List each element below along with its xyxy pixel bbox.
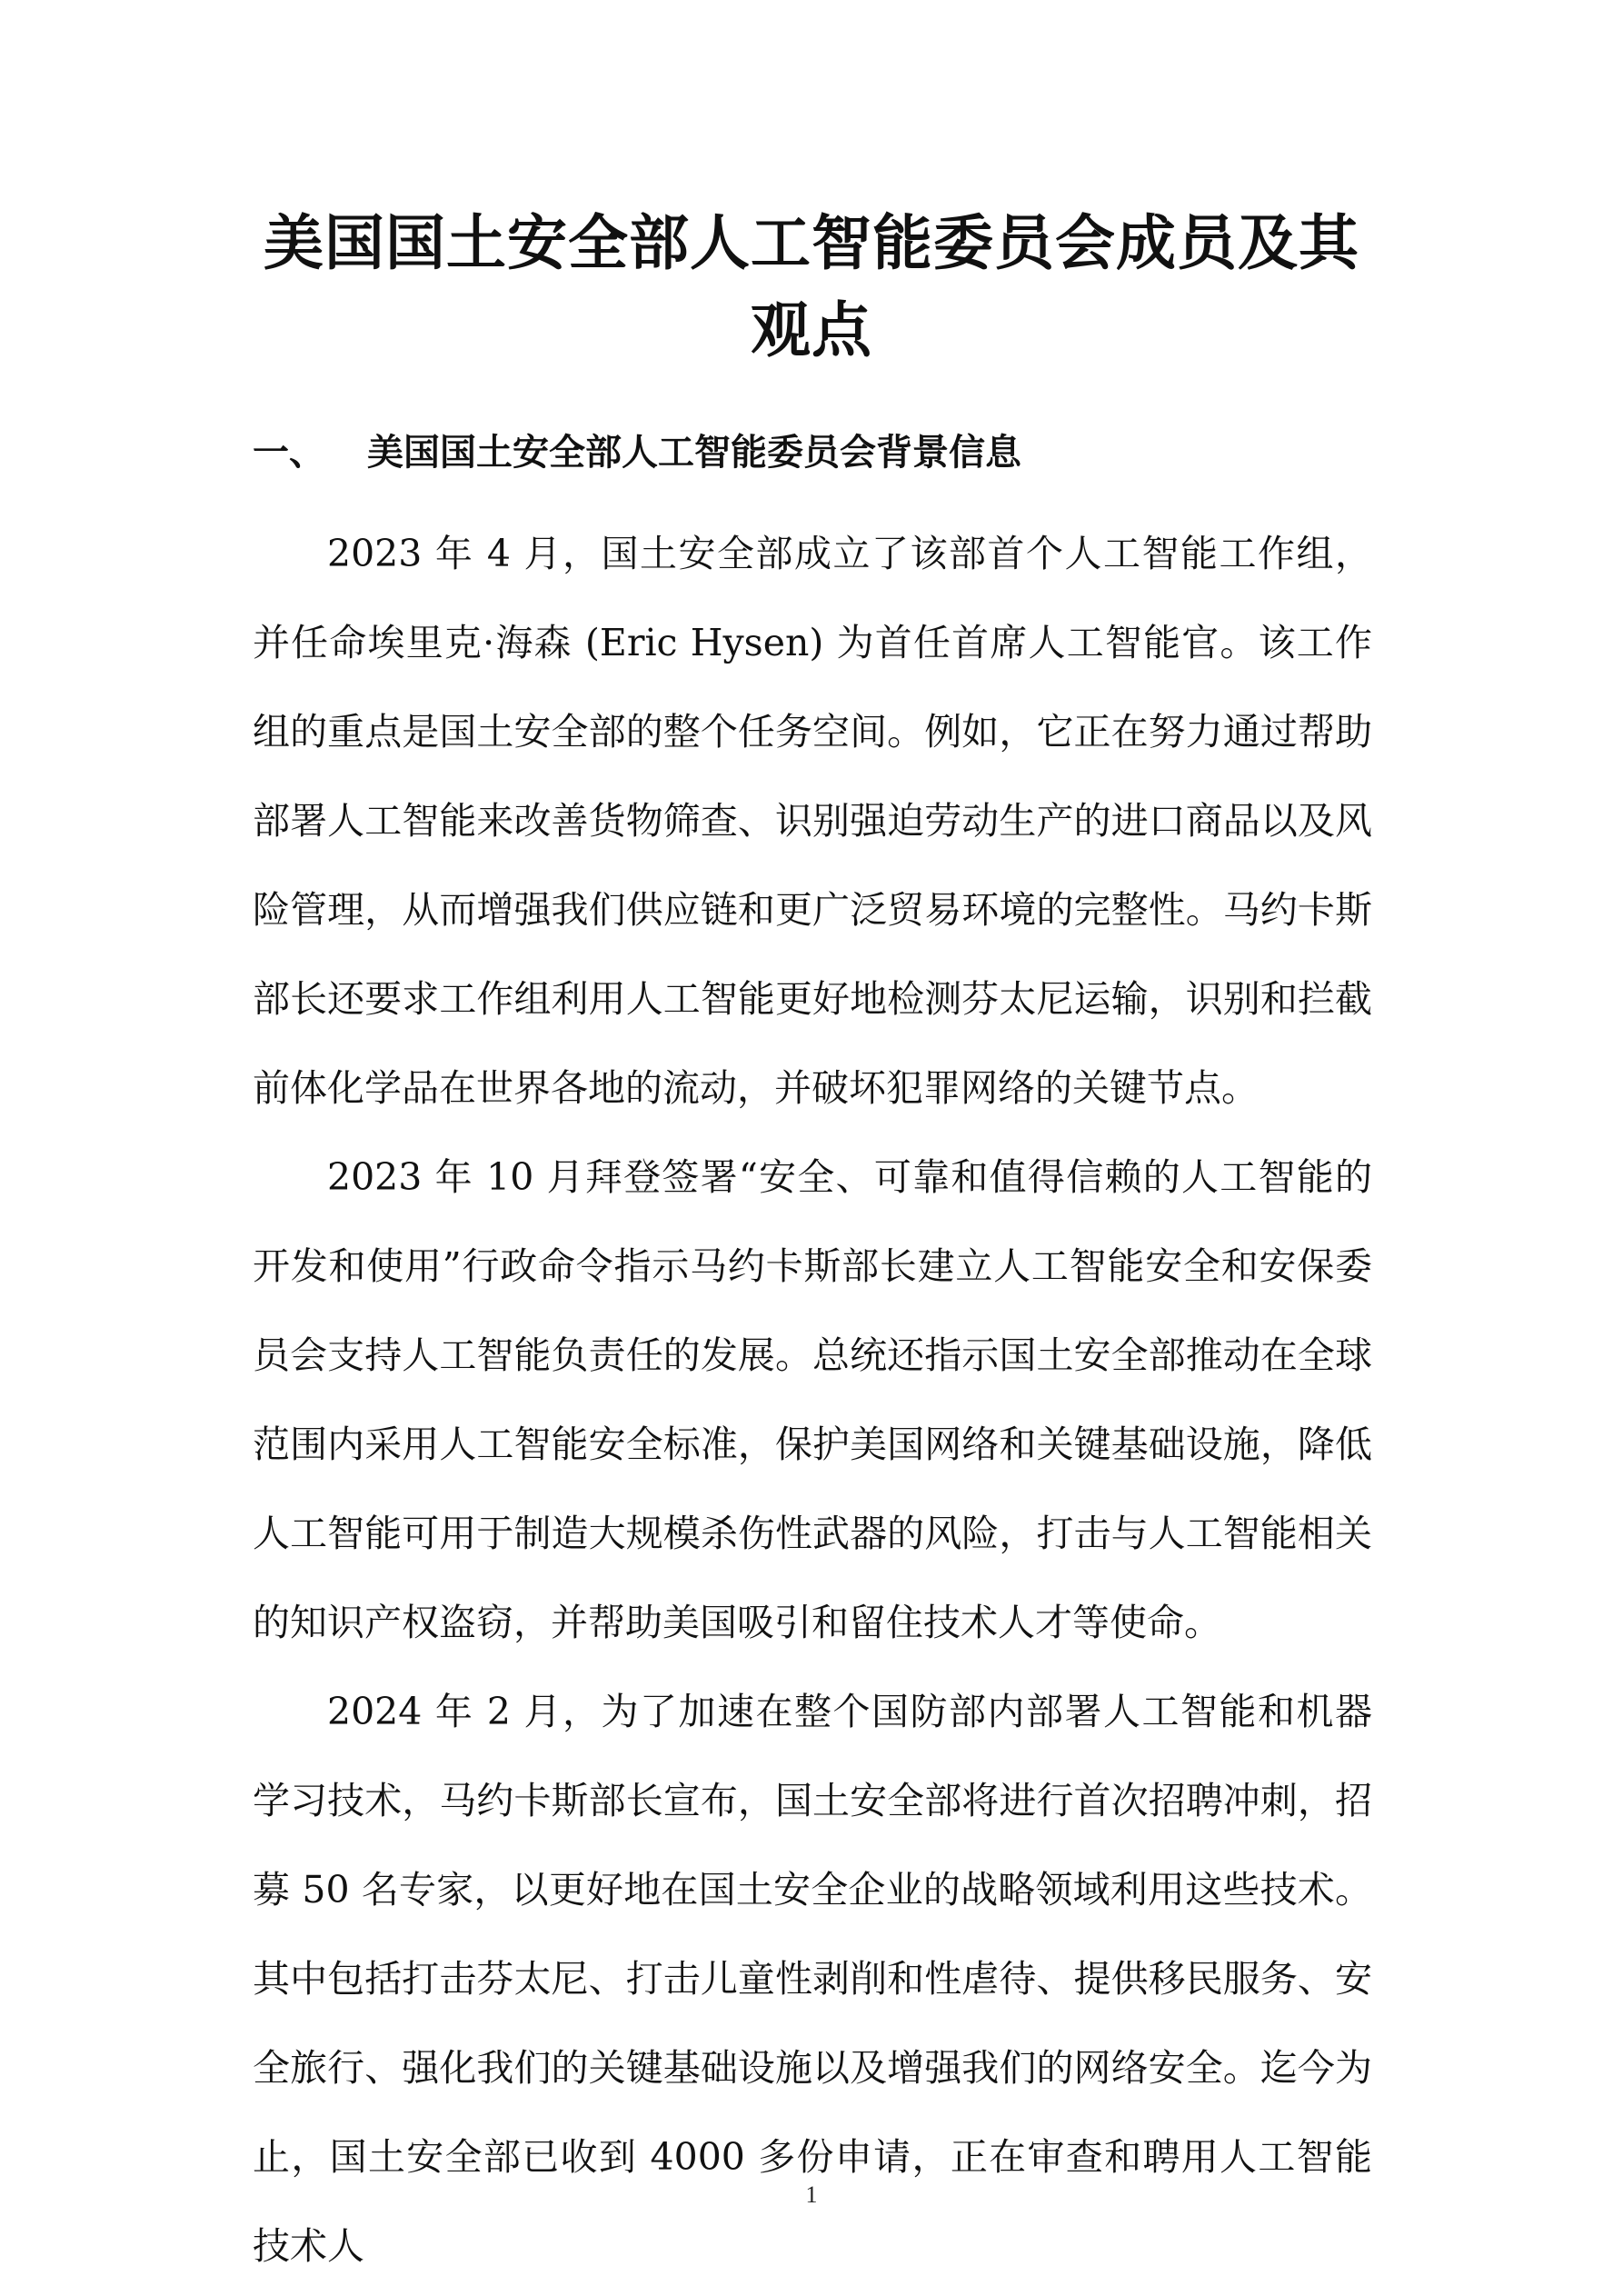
section-heading-text: 美国国土安全部人工智能委员会背景信息	[367, 432, 1021, 474]
document-title: 美国国土安全部人工智能委员会成员及其观点	[264, 208, 1359, 365]
body-text	[253, 509, 1372, 2291]
section-number: 一、	[253, 432, 325, 474]
section-heading	[253, 427, 1021, 478]
paragraph: 2024 年 2 月，为了加速在整个国防部内部署人工智能和机器学习技术，马约卡斯部长宣布，国土安全部将进行首次招聘冲刺，招募 50 名专家，以更好地在国土安全企业的战略领域利用这些技术。其中包括打击芬太尼、打击儿童性剥削和性虐待、提供移民服务、安全旅行、强化我们的关键基础设施以及增强我们的网络安全。迄今为止，国土安全部已收到 4000 多份申请，正在审查和聘用人工智能技术人	[253, 1690, 1372, 2268]
paragraph: 2023 年 4 月，国土安全部成立了该部首个人工智能工作组，并任命埃里克·海森 (Eric Hysen) 为首任首席人工智能官。该工作组的重点是国土安全部的整个任务空间。例如，它正在努力通过帮助部署人工智能来改善货物筛查、识别强迫劳动生产的进口商品以及风险管理，从而增强我们供应链和更广泛贸易环境的完整性。马约卡斯部长还要求工作组利用人工智能更好地检测芬太尼运输，识别和拦截前体化学品在世界各地的流动，并破坏犯罪网络的关键节点。	[253, 532, 1372, 1110]
page-number: 1	[805, 2181, 818, 2208]
paragraph: 2023 年 10 月拜登签署“安全、可靠和值得信赖的人工智能的开发和使用”行政命令指示马约卡斯部长建立人工智能安全和安保委员会支持人工智能负责任的发展。总统还指示国土安全部推动在全球范围内采用人工智能安全标准，保护美国网络和关键基础设施，降低人工智能可用于制造大规模杀伤性武器的风险，打击与人工智能相关的知识产权盗窃，并帮助美国吸引和留住技术人才等使命。	[253, 1155, 1372, 1644]
